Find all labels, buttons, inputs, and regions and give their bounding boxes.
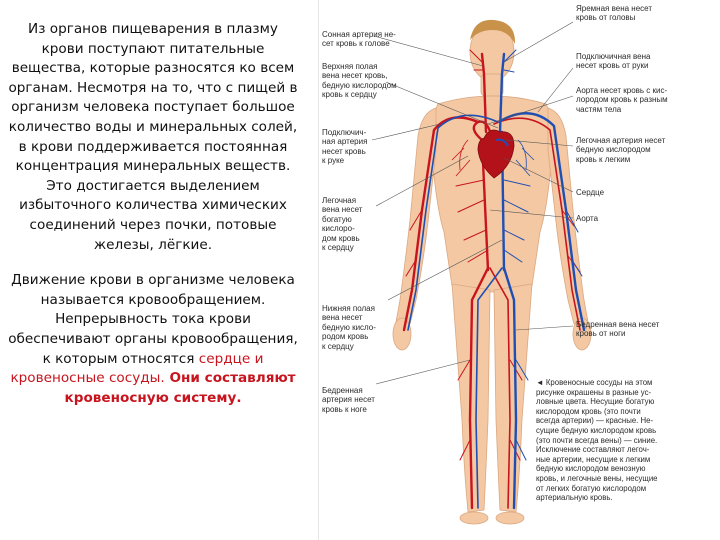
label-femoral-artery: Бедренная артерия несет кровь к ноге [322, 386, 375, 414]
label-subclavian-artery: Подключич- ная артерия несет кровь к руке [322, 128, 368, 166]
label-jugular-vein: Яремная вена несет кровь от головы [576, 4, 653, 23]
text-column [8, 20, 298, 424]
label-pulmonary-vein: Легочная вена несет богатую кислоро- дом кровь к сердцу [322, 196, 363, 253]
label-carotid-artery: Сонная артерия не- сет кровь к голове [322, 30, 396, 49]
paragraph-2-start: Движение крови в организме человека называется кровообращением. Непрерывность тока крови обеспечивают органы кровообращения, к которым относятся [8, 272, 298, 367]
label-aorta: Аорта [576, 214, 599, 223]
paragraph-2-bold: Они составляют кровеносную систему. [64, 370, 296, 406]
label-femoral-vein: Бедренная вена несет кровь от ноги [576, 320, 660, 339]
label-subclavian-vein: Подключичная вена несет кровь от руки [576, 52, 651, 71]
label-superior-vena-cava: Верхняя полая вена несет кровь, бедную кислородом кровь к сердцу [322, 62, 397, 100]
paragraph-2-highlight: сердце и кровеносные сосуды. [10, 350, 264, 387]
legend-note: ◄ Кровеносные сосуды на этом рисунке окрашены в разные ус- ловные цвета. Несущие богатую кислородом кровь (это почти всегда артерии) — красные. Не- сущие бедную кислородом кровь (это почти всегда вены) — синие. Исключение составляют легоч- ные артерии, несущие к легким бедную кислородом венозную кровь, и легочные вены, несущие от легких богатую кислородом артериальную кровь. [536, 378, 658, 503]
paragraph-2 [8, 271, 298, 408]
circulatory-figure [318, 0, 720, 540]
paragraph-1: Из органов пищеварения в плазму крови поступают питательные вещества, которые разносятся ко всем органам. Несмотря на то, что с пищей в организм человека поступает большое количество воды и минеральных солей, в крови поддерживается постоянная концентрация минеральных веществ. Это достигается выделением избыточного количества химических соединений через почки, потовые железы, лёгкие. [8, 21, 298, 253]
label-pulmonary-artery: Легочная артерия несет бедную кислородом кровь к легким [576, 136, 666, 164]
label-aorta-top: Аорта несет кровь с кис- лородом кровь к разным частям тела [576, 86, 668, 114]
label-heart: Сердце [576, 188, 605, 197]
label-inferior-vena-cava: Нижняя полая вена несет бедную кисло- родом кровь к сердцу [322, 304, 376, 351]
